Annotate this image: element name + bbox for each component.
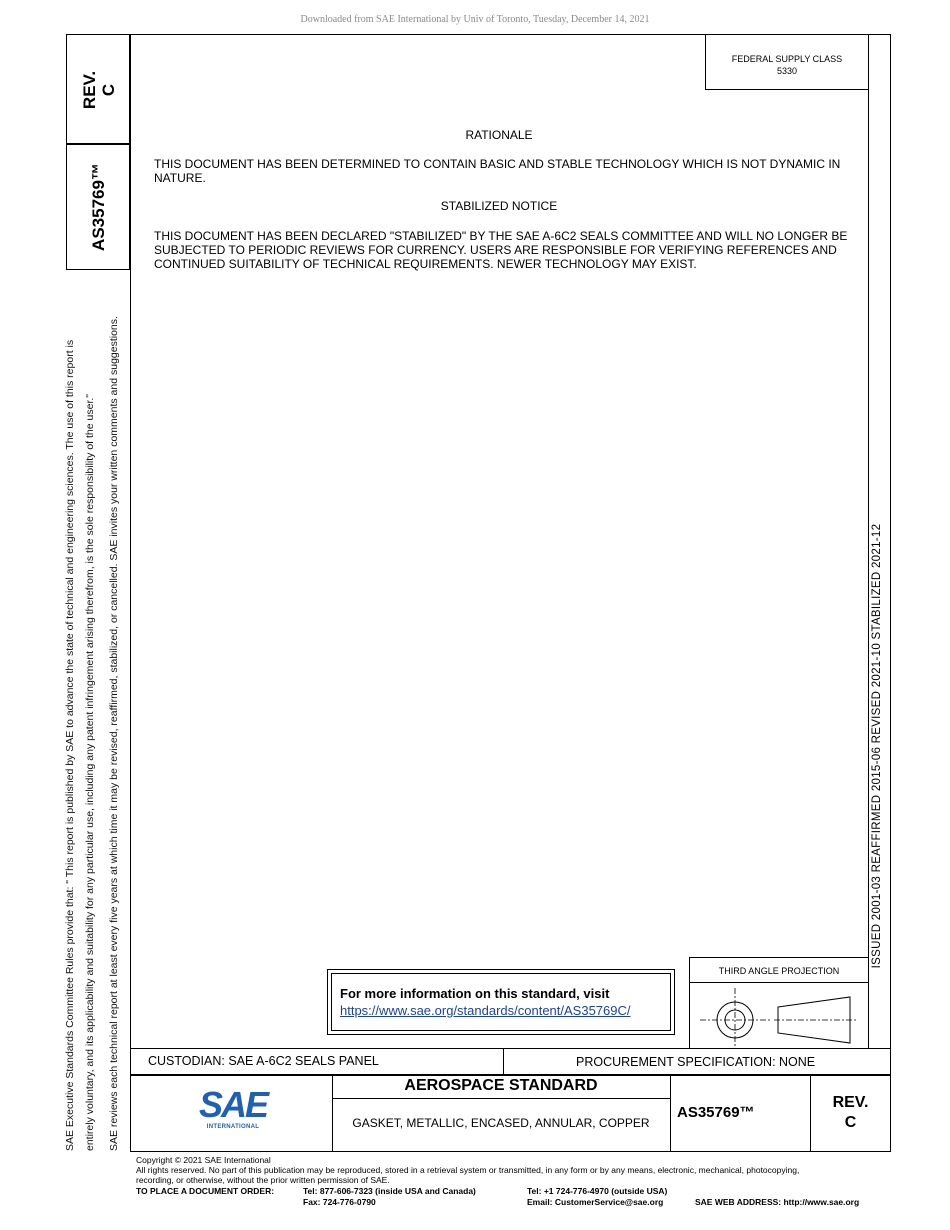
rights-line1: All rights reserved. No part of this publication may be reproduced, stored in a retrieval system or transmitted, in any form or by any means, electronic, mechanical, photocopying,	[136, 1165, 800, 1175]
fsc-value: 5330	[776, 66, 798, 76]
side-note-line1: SAE Executive Standards Committee Rules provide that: " This report is published by SAE to advance the state of technical and engineering sciences. The use of this report is	[64, 339, 76, 1151]
stabilized-text: THIS DOCUMENT HAS BEEN DECLARED "STABILIZED" BY THE SAE A-6C2 SEALS COMMITTEE AND WILL NO LONGER BE SUBJECTED TO PERIODIC REVIEWS FOR CURRENCY. USERS ARE RESPONSIBLE FOR VERIFYING REFERENCES AND CONTINUED SUITABILITY OF TECHNICAL REQUIREMENTS. NEWER TECHNOLOGY MAY EXIST.	[154, 229, 848, 271]
title-block-top	[130, 1074, 891, 1076]
rev-label: REV.	[832, 1094, 869, 1111]
tel-outside: Tel: +1 724-776-4970 (outside USA)	[527, 1186, 668, 1196]
doc-number: AS35769™	[677, 1104, 755, 1121]
doc-type-underline	[332, 1098, 670, 1099]
copyright: Copyright © 2021 SAE International	[136, 1155, 271, 1165]
rationale-text: THIS DOCUMENT HAS BEEN DETERMINED TO CONTAIN BASIC AND STABLE TECHNOLOGY WHICH IS NOT DYNAMIC IN NATURE.	[154, 157, 841, 185]
rev-cell	[810, 1093, 891, 1133]
more-info-inner	[331, 973, 671, 1031]
revision-history: ISSUED 2001-03 REAFFIRMED 2015-06 REVISED 2021-10 STABILIZED 2021-12	[871, 523, 883, 969]
third-angle-projection-icon	[690, 983, 868, 1049]
custodian-row-top	[130, 1048, 891, 1049]
fax: Fax: 724-776-0790	[303, 1197, 376, 1207]
more-info-text: For more information on this standard, visit	[340, 986, 610, 1001]
procurement-text: PROCUREMENT SPECIFICATION: NONE	[576, 1055, 816, 1069]
left-rev-label: REV.	[80, 70, 99, 110]
order-label: TO PLACE A DOCUMENT ORDER:	[136, 1186, 275, 1196]
custodian-text: CUSTODIAN: SAE A-6C2 SEALS PANEL	[148, 1054, 379, 1068]
download-notice: Downloaded from SAE International by Univ of Toronto, Tuesday, December 14, 2021	[300, 14, 650, 25]
custodian-divider	[503, 1048, 504, 1074]
left-docnum-box	[66, 144, 130, 270]
doc-type: AEROSPACE STANDARD	[404, 1077, 598, 1094]
sae-logo	[196, 1084, 270, 1136]
doc-title: GASKET, METALLIC, ENCASED, ANNULAR, COPPER	[352, 1116, 650, 1130]
fsc-label: FEDERAL SUPPLY CLASS	[731, 54, 843, 64]
more-info-box	[327, 969, 675, 1035]
left-rev-box	[66, 34, 130, 144]
right-margin-line	[868, 34, 869, 1048]
sae-logo-mark: SAE	[198, 1084, 268, 1125]
left-doc-number: AS35769™	[89, 163, 108, 251]
title-col-divider-2	[670, 1075, 671, 1152]
projection-title: THIRD ANGLE PROJECTION	[718, 966, 840, 976]
rationale-title: RATIONALE	[465, 128, 533, 142]
rev-value: C	[844, 1114, 857, 1131]
email[interactable]: Email: CustomerService@sae.org	[527, 1197, 664, 1207]
left-rev-text	[80, 35, 118, 145]
left-rev-value: C	[99, 83, 118, 97]
side-note-line3: SAE reviews each technical report at least every five years at which time it may be revised, reaffirmed, stabilized, or cancelled. SAE invites your written comments and suggestions.	[108, 316, 120, 1151]
stabilized-title: STABILIZED NOTICE	[440, 199, 558, 213]
side-note-line2: entirely voluntary, and its applicability and suitability for any particular use, including any patent infringement arising therefrom, is the sole responsibility of the user."	[84, 393, 96, 1151]
sae-logo-sub: INTERNATIONAL	[206, 1124, 260, 1130]
web-address[interactable]: SAE WEB ADDRESS: http://www.sae.org	[695, 1197, 860, 1207]
projection-box	[689, 957, 868, 1048]
federal-supply-class-box	[705, 34, 868, 90]
tel-usa: Tel: 877-606-7323 (inside USA and Canada)	[303, 1186, 476, 1196]
standard-link[interactable]: https://www.sae.org/standards/content/AS35769C/	[340, 1003, 631, 1018]
rights-line2: recording, or otherwise, without the prior written permission of SAE.	[136, 1175, 390, 1185]
